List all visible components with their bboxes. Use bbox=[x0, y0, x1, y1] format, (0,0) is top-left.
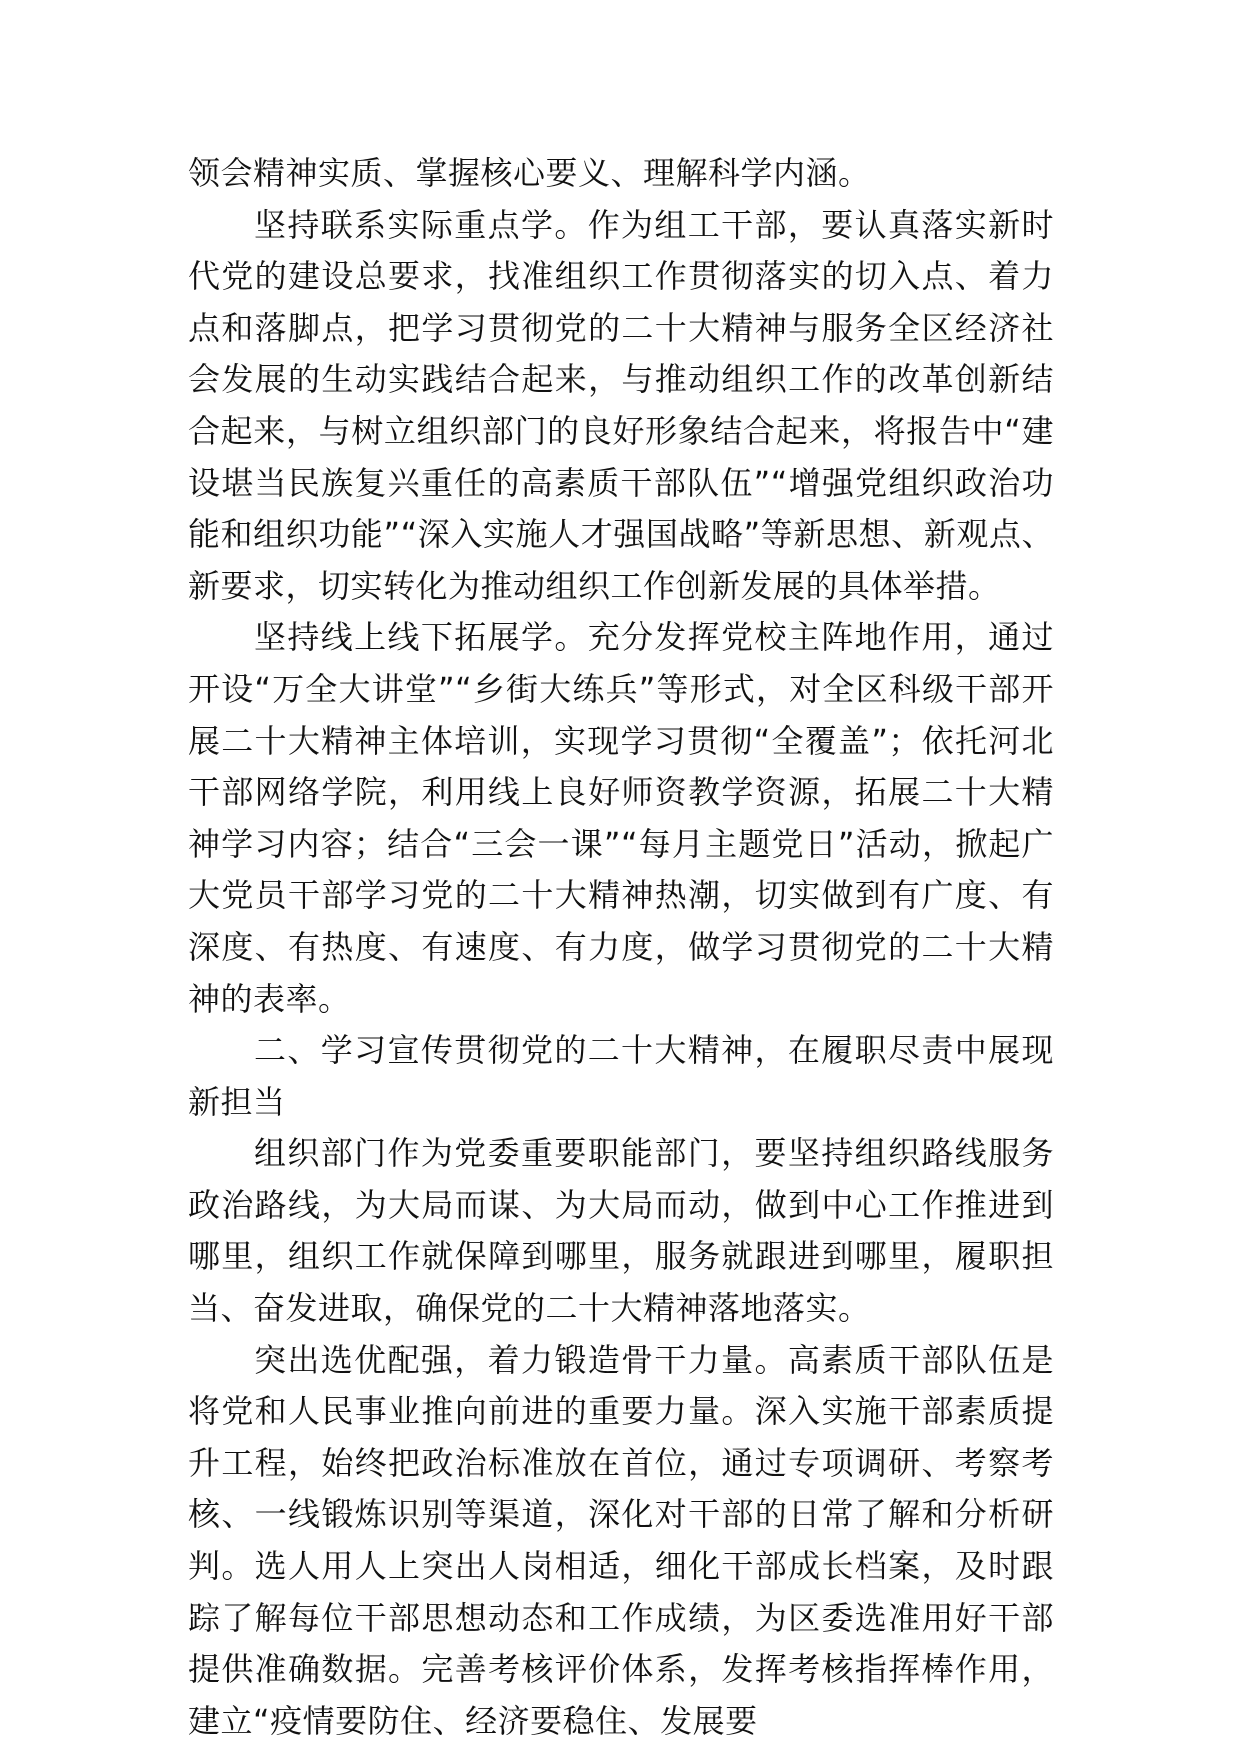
paragraph-practice-study: 坚持联系实际重点学。作为组工干部，要认真落实新时代党的建设总要求，找准组织工作贯彻落实的切入点、着力点和落脚点，把学习贯彻党的二十大精神与服务全区经济社会发展的生动实践结合起来，与推动组织工作的改革创新结合起来，与树立组织部门的良好形象结合起来，将报告中“建设堪当民族复兴重任的高素质干部队伍”“增强党组织政治功能和组织功能”“深入实施人才强国战略”等新思想、新观点、新要求，切实转化为推动组织工作创新发展的具体举措。 bbox=[188, 205, 1054, 605]
paragraph-organization-role: 组织部门作为党委重要职能部门，要坚持组织路线服务政治路线，为大局而谋、为大局而动，做到中心工作推进到哪里，组织工作就保障到哪里，服务就跟进到哪里，履职担当、奋发进取，确保党的二十大精神落地落实。 bbox=[188, 1134, 1054, 1328]
document-body bbox=[188, 148, 1054, 1747]
paragraph-cadre-selection: 突出选优配强，着力锻造骨干力量。高素质干部队伍是将党和人民事业推向前进的重要力量。深入实施干部素质提升工程，始终把政治标准放在首位，通过专项调研、考察考核、一线锻炼识别等渠道，深化对干部的日常了解和分析研判。选人用人上突出人岗相适，细化干部成长档案，及时跟踪了解每位干部思想动态和工作成绩，为区委选准用好干部提供准确数据。完善考核评价体系，发挥考核指挥棒作用，建立“疫情要防住、经济要稳住、发展要 bbox=[188, 1340, 1054, 1740]
paragraph-online-offline-study: 坚持线上线下拓展学。充分发挥党校主阵地作用，通过开设“万全大讲堂”“乡街大练兵”等形式，对全区科级干部开展二十大精神主体培训，实现学习贯彻“全覆盖”；依托河北干部网络学院，利用线上良好师资教学资源，拓展二十大精神学习内容；结合“三会一课”“每月主题党日”活动，掀起广大党员干部学习党的二十大精神热潮，切实做到有广度、有深度、有热度、有速度、有力度，做学习贯彻党的二十大精神的表率。 bbox=[188, 618, 1054, 1018]
section-heading-2: 二、学习宣传贯彻党的二十大精神，在履职尽责中展现新担当 bbox=[188, 1031, 1054, 1121]
paragraph-continuation: 领会精神实质、掌握核心要义、理解科学内涵。 bbox=[188, 154, 871, 192]
